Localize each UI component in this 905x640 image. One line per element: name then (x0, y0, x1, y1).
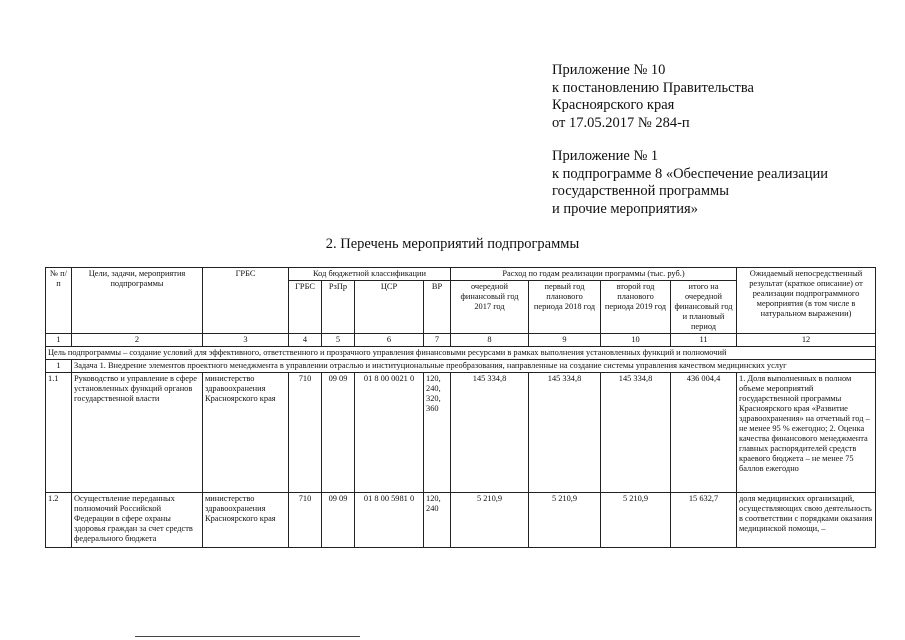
section-title: 2. Перечень мероприятий подпрограммы (325, 236, 580, 252)
row-2018: 145 334,8 (529, 373, 601, 493)
goal-text: Цель подпрограммы – создание условий для эффективного, ответственного и прозрачного управления финансовыми ресурсами в рамках выполнения установленных функций и полномочий (46, 347, 876, 360)
task-row (46, 360, 876, 373)
column-number: 6 (355, 334, 424, 347)
row-2019: 5 210,9 (601, 493, 671, 548)
column-number: 12 (737, 334, 876, 347)
row-total: 15 632,7 (671, 493, 737, 548)
column-number: 4 (289, 334, 322, 347)
column-number: 11 (671, 334, 737, 347)
header-line: государственной программы (552, 183, 729, 199)
column-number: 10 (601, 334, 671, 347)
table-header-row (46, 268, 876, 281)
row-rzpr: 09 09 (322, 373, 355, 493)
row-2017: 5 210,9 (451, 493, 529, 548)
appendix-10-block (552, 62, 754, 132)
header-grbs: ГРБС (203, 268, 289, 334)
header-2018: первый год планового периода 2018 год (529, 281, 601, 334)
header-line: и прочие мероприятия» (552, 200, 698, 217)
header-line: от 17.05.2017 № 284-п (552, 114, 690, 131)
header-line: Красноярского края (552, 97, 675, 113)
row-grbs: министерство здравоохранения Красноярского края (203, 373, 289, 493)
column-number: 5 (322, 334, 355, 347)
row-name: Осуществление переданных полномочий Российской Федерации в сфере охраны здоровья граждан за счет средств федерального бюджета (72, 493, 203, 548)
header-expense: Расход по годам реализации программы (тыс. руб.) (451, 268, 737, 281)
row-vr: 120, 240, 320, 360 (424, 373, 451, 493)
column-number-row (46, 334, 876, 347)
footnote-divider (135, 636, 360, 637)
header-kbk-rzpr: РзПр (322, 281, 355, 334)
task-text: Задача 1. Внедрение элементов проектного менеджмента в управлении отраслью и институциональные преобразования, направленные на создание системы управления качеством медицинских услуг (72, 360, 876, 373)
header-goals: Цели, задачи, мероприятия подпрограммы (72, 268, 203, 334)
header-2017: очередной финансовый год 2017 год (451, 281, 529, 334)
header-kbk-grbs: ГРБС (289, 281, 322, 334)
header-line: к подпрограмме 8 «Обеспечение реализации (552, 165, 828, 182)
row-grbs: министерство здравоохранения Красноярского края (203, 493, 289, 548)
row-num: 1.1 (46, 373, 72, 493)
row-vr: 120, 240 (424, 493, 451, 548)
row-name: Руководство и управление в сфере установленных функций органов государственной власти (72, 373, 203, 493)
budget-table (45, 267, 876, 548)
header-line: к постановлению Правительства (552, 79, 754, 96)
row-total: 436 004,4 (671, 373, 737, 493)
column-number: 1 (46, 334, 72, 347)
row-2019: 145 334,8 (601, 373, 671, 493)
header-kbk: Код бюджетной классификации (289, 268, 451, 281)
row-csr: 01 8 00 0021 0 (355, 373, 424, 493)
row-code: 710 (289, 373, 322, 493)
row-result: 1. Доля выполненных в полном объеме мероприятий государственной программы Красноярского края «Развитие здравоохранения» на отчетный год – не менее 95 % ежегодно; 2. Оценка качества финансового менеджмента главных распорядителей средств краевого бюджета – не менее 75 баллов ежегодно (737, 373, 876, 493)
header-kbk-csr: ЦСР (355, 281, 424, 334)
table-row (46, 373, 876, 493)
row-csr: 01 8 00 5981 0 (355, 493, 424, 548)
header-kbk-vr: ВР (424, 281, 451, 334)
header-line: Приложение № 1 (552, 148, 659, 164)
column-number: 9 (529, 334, 601, 347)
appendix-1-block (552, 148, 828, 218)
row-code: 710 (289, 493, 322, 548)
header-line: Приложение № 10 (552, 62, 666, 78)
row-rzpr: 09 09 (322, 493, 355, 548)
column-number: 3 (203, 334, 289, 347)
column-number: 8 (451, 334, 529, 347)
header-result: Ожидаемый непосредственный результат (краткое описание) от реализации подпрограммного мероприятия (в том числе в натуральном выражении) (737, 268, 876, 334)
task-num: 1 (46, 360, 72, 373)
header-2019: второй год планового периода 2019 год (601, 281, 671, 334)
row-2018: 5 210,9 (529, 493, 601, 548)
column-number: 7 (424, 334, 451, 347)
row-2017: 145 334,8 (451, 373, 529, 493)
goal-row (46, 347, 876, 360)
header-total: итого на очередной финансовый год и плановый период (671, 281, 737, 334)
header-num: № п/п (46, 268, 72, 334)
row-result: доля медицинских организаций, осуществляющих свою деятельность в соответствии с порядками оказания медицинской помощи, – (737, 493, 876, 548)
table-row (46, 493, 876, 548)
row-num: 1.2 (46, 493, 72, 548)
column-number: 2 (72, 334, 203, 347)
